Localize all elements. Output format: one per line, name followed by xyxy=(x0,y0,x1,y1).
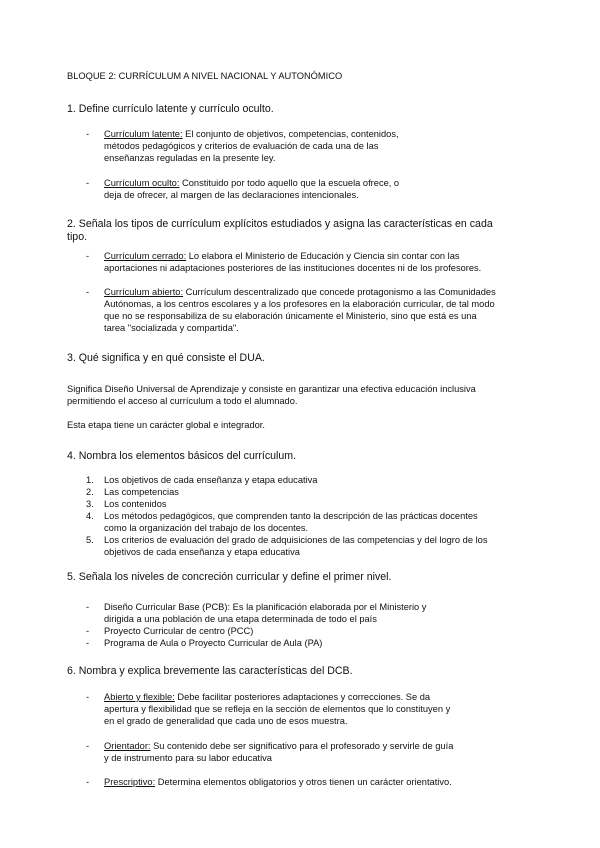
term: Currículum cerrado: xyxy=(104,251,187,261)
definition: Determina elementos obligatorios y otros tienen un carácter orientativo. xyxy=(155,777,452,787)
q5-item-pa: Programa de Aula o Proyecto Curricular de Aula (PA) xyxy=(104,638,323,648)
q6-item-prescriptivo xyxy=(104,776,452,788)
bullet: - xyxy=(86,129,90,139)
q6-item-abierto xyxy=(104,691,430,703)
q2-item-abierto-line4: tarea "socializada y compartida". xyxy=(104,323,239,333)
question-2: 2. Señala los tipos de currículum explícitos estudiados y asigna las características en cada xyxy=(67,218,493,230)
q4-item: Los criterios de evaluación del grado de adquisiciones de las competencias y del logro de los xyxy=(104,535,488,545)
q4-item-line2: como la organización del trabajo de los docentes. xyxy=(104,523,309,533)
bullet: - xyxy=(86,626,90,636)
q2-item-cerrado-line2: aportaciones ni adaptaciones posteriores de las instituciones docentes ni de los profesores. xyxy=(104,263,482,273)
list-number: 5. xyxy=(86,535,94,545)
bullet: - xyxy=(86,178,90,188)
q3-answer-line1: Significa Diseño Universal de Aprendizaje y consiste en garantizar una efectiva educación inclusiva xyxy=(67,384,476,394)
q1-item-latente xyxy=(104,128,399,140)
document-title: BLOQUE 2: CURRÍCULUM A NIVEL NACIONAL Y AUTONÓMICO xyxy=(67,71,343,81)
definition: Lo elabora el Ministerio de Educación y Ciencia sin contar con las xyxy=(186,251,460,261)
question-6: 6. Nombra y explica brevemente las características del DCB. xyxy=(67,665,353,677)
q4-item-line2: objetivos de cada enseñanza y etapa educativa xyxy=(104,547,300,557)
definition: Currículum descentralizado que concede protagonismo a las Comunidades xyxy=(183,287,496,297)
q4-item: Los métodos pedagógicos, que comprenden tanto la descripción de las prácticas docentes xyxy=(104,511,478,521)
q2-item-cerrado xyxy=(104,250,460,262)
bullet: - xyxy=(86,602,90,612)
q1-item-latente-line2: métodos pedagógicos y criterios de evaluación de cada una de las xyxy=(104,141,379,151)
bullet: - xyxy=(86,287,90,297)
term: Prescriptivo: xyxy=(104,777,156,787)
q2-item-abierto xyxy=(104,286,496,298)
list-number: 2. xyxy=(86,487,94,497)
list-number: 4. xyxy=(86,511,94,521)
bullet: - xyxy=(86,251,90,261)
q4-item: Los contenidos xyxy=(104,499,167,509)
q5-item-dcb-line2: dirigida a una población de una etapa determinada de todo el país xyxy=(104,614,377,624)
bullet: - xyxy=(86,741,90,751)
q6-item-orientador xyxy=(104,740,453,752)
term: Currículum latente: xyxy=(104,129,183,139)
q5-item-dcb: Diseño Curricular Base (PCB): Es la planificación elaborada por el Ministerio y xyxy=(104,602,427,612)
q6-item-orientador-line2: y de instrumento para su labor educativa xyxy=(104,753,272,763)
q3-answer-p2: Esta etapa tiene un carácter global e integrador. xyxy=(67,420,265,430)
q5-item-pcc: Proyecto Curricular de centro (PCC) xyxy=(104,626,254,636)
definition: Su contenido debe ser significativo para el profesorado y servirle de guía xyxy=(150,741,454,751)
list-number: 1. xyxy=(86,475,94,485)
q6-item-abierto-line3: en el grado de generalidad que cada uno de esos muestra. xyxy=(104,716,348,726)
question-4: 4. Nombra los elementos básicos del currículum. xyxy=(67,450,297,462)
definition: Constituido por todo aquello que la escuela ofrece, o xyxy=(179,178,400,188)
question-2-line2: tipo. xyxy=(67,231,88,243)
question-1: 1. Define currículo latente y currículo oculto. xyxy=(67,103,274,115)
bullet: - xyxy=(86,638,90,648)
bullet: - xyxy=(86,692,90,702)
q1-item-oculto-line2: deja de ofrecer, al margen de las declaraciones intencionales. xyxy=(104,190,359,200)
term: Abierto y flexible: xyxy=(104,692,175,702)
definition: El conjunto de objetivos, competencias, contenidos, xyxy=(182,129,399,139)
term: Orientador: xyxy=(104,741,151,751)
q2-item-abierto-line2: Autónomas, a los centros escolares y a los profesores en la elaboración curricular, de tal modo xyxy=(104,299,495,309)
term: Currículum abierto: xyxy=(104,287,184,297)
bullet: - xyxy=(86,777,90,787)
definition: Debe facilitar posteriores adaptaciones y correcciones. Se da xyxy=(174,692,431,702)
q6-item-abierto-line2: apertura y flexibilidad que se refleja en la sección de elementos que lo constituyen y xyxy=(104,704,451,714)
question-5: 5. Señala los niveles de concreción curricular y define el primer nivel. xyxy=(67,571,392,583)
q1-item-oculto xyxy=(104,177,399,189)
q3-answer-line2: permitiendo el acceso al currículum a todo el alumnado. xyxy=(67,396,298,406)
q1-item-latente-line3: enseñanzas reguladas en la presente ley. xyxy=(104,153,276,163)
q4-item: Los objetivos de cada enseñanza y etapa educativa xyxy=(104,475,318,485)
term: Currículum oculto: xyxy=(104,178,180,188)
list-number: 3. xyxy=(86,499,94,509)
question-3: 3. Qué significa y en qué consiste el DUA. xyxy=(67,352,265,364)
q2-item-abierto-line3: que no se responsabiliza de su elaboración únicamente el Ministerio, sino que está es una xyxy=(104,311,477,321)
q4-item: Las competencias xyxy=(104,487,179,497)
